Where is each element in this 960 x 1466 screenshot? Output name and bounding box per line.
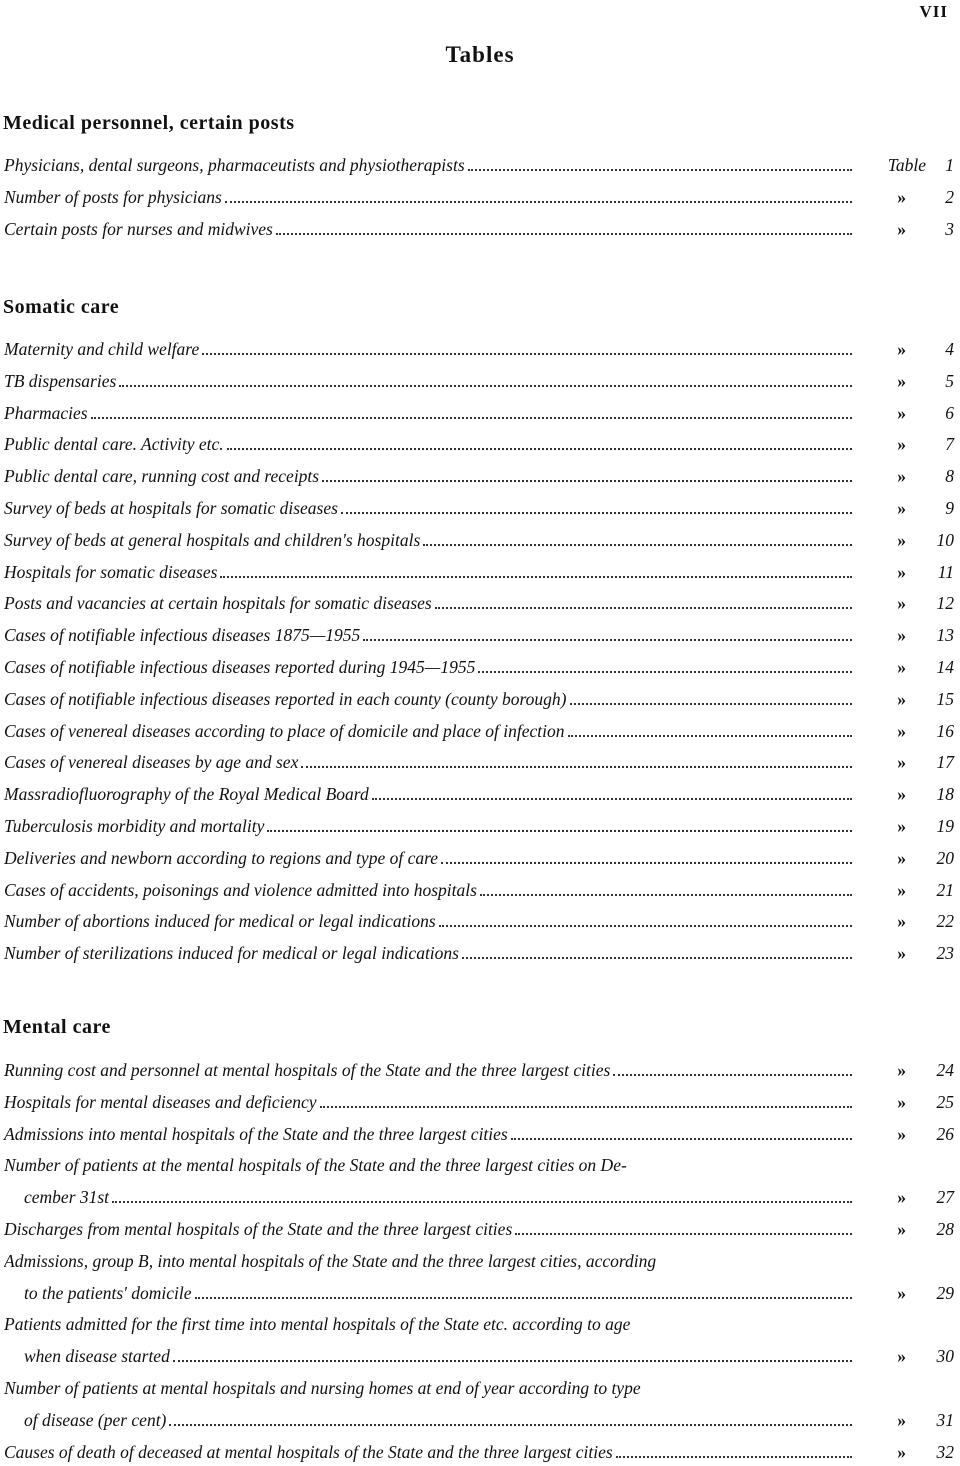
toc-entry[interactable] [4, 466, 954, 490]
table-number: 1 [945, 155, 954, 175]
ditto-mark: » [897, 1441, 906, 1462]
dot-leader [341, 511, 852, 514]
toc-entry[interactable] [24, 1283, 954, 1307]
toc-entry[interactable] [4, 816, 954, 840]
dot-leader [320, 1105, 852, 1108]
toc-entry-title: Cases of venereal diseases according to place of domicile and place of infection [4, 720, 565, 741]
dot-leader [173, 1359, 852, 1362]
ditto-mark: » [897, 625, 906, 646]
toc-entry-title: Cases of notifiable infectious diseases reported during 1945—1955 [4, 657, 476, 677]
toc-entry[interactable] [4, 339, 954, 363]
dot-leader [478, 670, 852, 673]
section-heading: Somatic care [3, 296, 120, 318]
toc-entry-title: Survey of beds at general hospitals and children's hospitals [4, 529, 421, 550]
ditto-mark: » [897, 1409, 906, 1430]
toc-entry[interactable] [4, 155, 954, 179]
ditto-mark: » [897, 1346, 906, 1367]
table-reference [856, 848, 954, 869]
table-number: 27 [936, 1187, 954, 1208]
dot-leader [439, 924, 852, 927]
toc-entry-title: Cases of notifiable infectious diseases 1875—1955 [4, 625, 361, 646]
dot-leader [202, 352, 852, 355]
table-reference [856, 911, 954, 932]
table-reference [856, 219, 954, 240]
dot-leader [435, 606, 852, 609]
toc-entry[interactable] [4, 593, 954, 617]
ditto-mark: » [897, 784, 906, 805]
toc-entry-title: Admissions, group B, into mental hospitals of the State and the three largest cities, according [4, 1250, 657, 1271]
toc-entry[interactable] [24, 1346, 954, 1370]
table-number: 2 [945, 186, 954, 207]
ditto-mark: » [897, 911, 906, 932]
table-number: 30 [936, 1346, 954, 1367]
table-reference [856, 1092, 954, 1113]
dot-leader [119, 384, 852, 387]
toc-entry-title: Public dental care. Activity etc. [4, 434, 224, 455]
ditto-mark: » [897, 879, 906, 900]
table-number: 26 [936, 1123, 954, 1144]
toc-entry-title: Cases of notifiable infectious diseases reported in each county (county borough) [4, 688, 567, 709]
page-title: Tables [445, 42, 515, 67]
toc-entry[interactable] [4, 403, 954, 427]
toc-entry-title: Pharmacies [4, 402, 88, 423]
toc-entry-title: cember 31st [24, 1187, 110, 1208]
dot-leader [220, 575, 852, 578]
table-reference [856, 498, 954, 519]
ditto-mark: » [897, 720, 906, 741]
ditto-mark: » [897, 218, 906, 239]
dot-leader [322, 479, 852, 482]
table-number: 24 [936, 1060, 954, 1080]
section-heading: Medical personnel, certain posts [3, 112, 295, 134]
ditto-mark: » [897, 1091, 906, 1112]
ditto-mark: » [897, 529, 906, 550]
toc-entry-title: Hospitals for somatic diseases [4, 561, 218, 582]
table-number: 20 [936, 847, 954, 868]
dot-leader [468, 168, 852, 171]
table-number: 11 [937, 561, 954, 582]
table-reference [856, 1187, 954, 1208]
ditto-mark: » [897, 1282, 906, 1303]
ditto-mark: » [897, 434, 906, 455]
dot-leader [227, 447, 852, 450]
toc-entry[interactable] [4, 434, 954, 458]
toc-entry[interactable] [4, 784, 954, 808]
table-reference [856, 187, 954, 208]
dot-leader [169, 1423, 852, 1426]
dot-leader [372, 797, 852, 800]
section-heading: Mental care [3, 1016, 111, 1038]
toc-entry-title: Patients admitted for the first time into mental hospitals of the State etc. according to age [4, 1314, 631, 1335]
toc-entry[interactable] [4, 625, 954, 649]
toc-entry[interactable] [4, 1378, 954, 1402]
table-reference [856, 689, 954, 710]
table-reference [856, 403, 954, 424]
toc-entry-title: when disease started [24, 1346, 170, 1367]
table-reference [856, 880, 954, 901]
ditto-mark: » [897, 688, 906, 709]
dot-leader [441, 861, 852, 864]
toc-entry-title: Physicians, dental surgeons, pharmaceutists and physiotherapists [4, 155, 465, 175]
toc-entry-title: Certain posts for nurses and midwives [4, 218, 273, 239]
table-reference [856, 530, 954, 551]
table-number: 22 [936, 911, 954, 932]
toc-entry-title: Posts and vacancies at certain hospitals for somatic diseases [4, 593, 432, 614]
table-label: Table [887, 155, 926, 175]
table-reference [856, 371, 954, 392]
ditto-mark: » [897, 186, 906, 207]
dot-leader [568, 734, 852, 737]
table-number: 5 [945, 370, 954, 391]
ditto-mark: » [897, 847, 906, 868]
table-reference [856, 816, 954, 837]
dot-leader [462, 956, 852, 959]
table-number: 23 [936, 943, 954, 964]
table-number: 12 [936, 593, 954, 614]
table-reference [856, 155, 954, 176]
table-number: 19 [936, 816, 954, 836]
toc-entry-title: Deliveries and newborn according to regions and type of care [4, 847, 439, 868]
dot-leader [613, 1073, 852, 1076]
dot-leader [423, 543, 852, 546]
toc-entry-title: Cases of accidents, poisonings and violence admitted into hospitals [4, 879, 477, 900]
dot-leader [225, 200, 852, 203]
dot-leader [112, 1200, 852, 1203]
toc-entry-title: Causes of death of deceased at mental hospitals of the State and the three largest cities [4, 1441, 613, 1462]
toc-entry-title: Number of posts for physicians [4, 186, 222, 207]
toc-entry[interactable] [4, 721, 954, 745]
dot-leader [515, 1232, 852, 1235]
toc-entry[interactable] [4, 498, 954, 522]
toc-entry[interactable] [4, 1251, 954, 1275]
dot-leader [511, 1137, 852, 1140]
table-number: 17 [936, 752, 954, 773]
toc-entry[interactable] [4, 1155, 954, 1179]
toc-entry[interactable] [4, 943, 954, 967]
table-number: 7 [945, 434, 954, 455]
ditto-mark: » [897, 657, 906, 677]
ditto-mark: » [897, 498, 906, 518]
page-number: VII [919, 2, 948, 21]
toc-entry-title: Admissions into mental hospitals of the State and the three largest cities [4, 1123, 508, 1144]
ditto-mark: » [897, 593, 906, 614]
table-reference [856, 434, 954, 455]
toc-entry[interactable] [4, 911, 954, 935]
table-number: 28 [936, 1219, 954, 1239]
toc-entry-title: Discharges from mental hospitals of the State and the three largest cities [4, 1219, 513, 1239]
table-reference [856, 721, 954, 742]
toc-entry-title: Public dental care, running cost and receipts [4, 466, 320, 487]
toc-entry[interactable] [4, 219, 954, 243]
ditto-mark: » [897, 339, 906, 359]
ditto-mark: » [897, 1060, 906, 1080]
table-reference [856, 1283, 954, 1304]
table-number: 3 [945, 218, 954, 239]
toc-entry-title: Massradiofluorography of the Royal Medical Board [4, 784, 369, 805]
table-reference [856, 1442, 954, 1463]
dot-leader [616, 1455, 852, 1458]
ditto-mark: » [897, 561, 906, 582]
ditto-mark: » [897, 402, 906, 423]
ditto-mark: » [897, 370, 906, 391]
table-number: 31 [936, 1409, 954, 1430]
table-reference [856, 657, 954, 678]
toc-entry[interactable] [4, 530, 954, 554]
toc-entry-title: Number of abortions induced for medical or legal indications [4, 911, 436, 932]
toc-entry[interactable] [4, 848, 954, 872]
dot-leader [91, 416, 852, 419]
dot-leader [480, 893, 852, 896]
ditto-mark: » [897, 943, 906, 964]
dot-leader [276, 232, 852, 235]
dot-leader [195, 1296, 852, 1299]
table-number: 14 [936, 657, 954, 677]
table-reference [856, 466, 954, 487]
table-number: 13 [936, 625, 954, 646]
toc-entry-title: Running cost and personnel at mental hospitals of the State and the three largest cities [4, 1060, 611, 1080]
table-number: 15 [936, 688, 954, 709]
toc-entry[interactable] [4, 1124, 954, 1148]
table-number: 4 [945, 339, 954, 359]
toc-entry-title: Hospitals for mental diseases and deficiency [4, 1091, 317, 1112]
table-number: 21 [936, 879, 954, 900]
table-reference [856, 1060, 954, 1081]
table-reference [856, 1219, 954, 1240]
toc-entry-title: Tuberculosis morbidity and mortality [4, 816, 265, 836]
toc-entry-title: Survey of beds at hospitals for somatic diseases [4, 498, 338, 518]
toc-entry[interactable] [4, 689, 954, 713]
table-reference [856, 943, 954, 964]
toc-entry[interactable] [4, 657, 954, 681]
toc-entry[interactable] [24, 1410, 954, 1434]
table-reference [856, 562, 954, 583]
table-number: 29 [936, 1282, 954, 1303]
table-number: 6 [945, 402, 954, 423]
toc-entry[interactable] [4, 187, 954, 211]
table-reference [856, 1410, 954, 1431]
table-reference [856, 339, 954, 360]
dot-leader [363, 638, 852, 641]
ditto-mark: » [897, 1123, 906, 1144]
toc-entry[interactable] [4, 1092, 954, 1116]
ditto-mark: » [897, 816, 906, 836]
table-number: 32 [936, 1441, 954, 1462]
table-reference [856, 1346, 954, 1367]
toc-entry[interactable] [4, 880, 954, 904]
toc-entry-title: Number of sterilizations induced for medical or legal indications [4, 943, 459, 964]
toc-entry[interactable] [4, 1442, 954, 1466]
table-reference [856, 752, 954, 773]
table-reference [856, 593, 954, 614]
toc-entry[interactable] [4, 752, 954, 776]
table-reference [856, 1124, 954, 1145]
dot-leader [301, 765, 852, 768]
toc-entry[interactable] [4, 1314, 954, 1338]
table-reference [856, 784, 954, 805]
toc-entry-title: Maternity and child welfare [4, 339, 200, 359]
ditto-mark: » [897, 752, 906, 773]
table-number: 8 [945, 466, 954, 487]
table-reference [856, 625, 954, 646]
toc-entry[interactable] [24, 1187, 954, 1211]
toc-entry[interactable] [4, 1060, 954, 1084]
table-number: 25 [936, 1091, 954, 1112]
table-number: 16 [936, 720, 954, 741]
toc-entry-title: Number of patients at mental hospitals and nursing homes at end of year according to type [4, 1378, 641, 1398]
toc-entry[interactable] [4, 562, 954, 586]
toc-entry-title: of disease (per cent) [24, 1409, 167, 1430]
ditto-mark: » [897, 1187, 906, 1208]
table-number: 10 [936, 529, 954, 550]
toc-entry-title: Number of patients at the mental hospitals of the State and the three largest cities on De- [4, 1155, 627, 1176]
dot-leader [267, 829, 852, 832]
toc-entry[interactable] [4, 1219, 954, 1243]
dot-leader [570, 702, 853, 705]
ditto-mark: » [897, 466, 906, 487]
toc-entry-title: Cases of venereal diseases by age and sex [4, 752, 299, 773]
toc-entry[interactable] [4, 371, 954, 395]
ditto-mark: » [897, 1219, 906, 1239]
toc-entry-title: TB dispensaries [4, 370, 117, 391]
table-number: 9 [945, 498, 954, 518]
toc-entry-title: to the patients' domicile [24, 1282, 192, 1303]
table-number: 18 [936, 784, 954, 805]
